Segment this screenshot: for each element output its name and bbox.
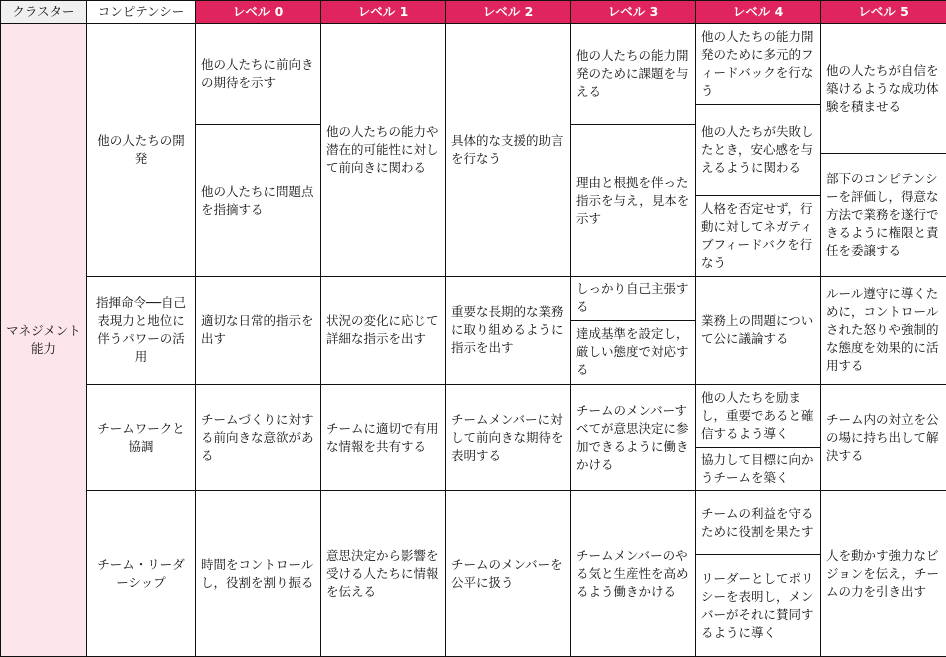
level-cell: 人格を否定せず，行動に対してネガティブフィードバクを行なう [696,195,821,276]
table-row [1,277,946,321]
level-cell: 他の人たちに前向きの期待を示す [196,24,321,125]
level-cell: 他の人たちが失敗したとき，安心感を与えるように関わる [696,104,821,195]
level-cell: 部下のコンピテンシーを評価し，得意な方法で業務を遂行できるように権限と責任を委譲する [821,154,946,277]
header-level-2: レベル 2 [446,1,571,24]
level-cell: ルール遵守に導くために，コントロールされた怒りや強制的な態度を効果的に活用する [821,277,946,385]
level-cell: チームのメンバーすべてが意思決定に参加できるように働きかける [571,384,696,491]
header-level-3: レベル 3 [571,1,696,24]
header-level-4: レベル 4 [696,1,821,24]
level-cell: チームの利益を守るために役割を果たす [696,491,821,555]
level-cell: チームづくりに対する前向きな意欲がある [196,384,321,491]
level-cell: 適切な日常的指示を出す [196,277,321,385]
level-cell: 人を動かす強力なビジョンを伝え，チームの力を引き出す [821,491,946,657]
table-row [1,491,946,555]
level-cell: 協力して目標に向かうチームを築く [696,447,821,491]
level-cell: チームのメンバーを公平に扱う [446,491,571,657]
competency-cell: 指揮命令──自己表現力と地位に伴うパワーの活用 [87,277,196,385]
level-cell: チームメンバーに対して前向きな期待を表明する [446,384,571,491]
header-cluster: クラスター [1,1,87,24]
header-competency: コンピテンシー [87,1,196,24]
level-cell: チームに適切で有用な情報を共有する [321,384,446,491]
level-cell: チーム内の対立を公の場に持ち出して解決する [821,384,946,491]
level-cell: しっかり自己主張する [571,277,696,321]
level-cell: 状況の変化に応じて詳細な指示を出す [321,277,446,385]
level-cell: 他の人たちの能力開発のために課題を与える [571,24,696,125]
table-row [1,384,946,447]
level-cell: 他の人たちが自信を築けるような成功体験を積ませる [821,24,946,154]
table-row [1,24,946,104]
level-cell: 具体的な支援的助言を行なう [446,24,571,277]
level-cell: 意思決定から影響を受ける人たちに情報を伝える [321,491,446,657]
level-cell: 他の人たちの能力や潜在的可能性に対して前向きに関わる [321,24,446,277]
header-level-0: レベル 0 [196,1,321,24]
level-cell: 他の人たちに問題点を指摘する [196,124,321,276]
competency-cell: チームワークと協調 [87,384,196,491]
level-cell: 理由と根拠を伴った指示を与え，見本を示す [571,124,696,276]
header-level-1: レベル 1 [321,1,446,24]
header-level-5: レベル 5 [821,1,946,24]
header-row [1,1,946,24]
cluster-cell: マネジメント能力 [1,24,87,657]
level-cell: 重要な長期的な業務に取り組めるように指示を出す [446,277,571,385]
level-cell: 時間をコントロールし，役割を割り振る [196,491,321,657]
competency-cell: 他の人たちの開発 [87,24,196,277]
level-cell: 達成基準を設定し，厳しい態度で対応する [571,320,696,384]
level-cell: チームメンバーのやる気と生産性を高めるよう働きかける [571,491,696,657]
competency-cell: チーム・リーダーシップ [87,491,196,657]
level-cell: 他の人たちの能力開発のために多元的フィードバックを行なう [696,24,821,104]
level-cell: リーダーとしてポリシーを表明し，メンバーがそれに賛同するように導く [696,555,821,657]
level-cell: 業務上の問題について公に議論する [696,277,821,385]
level-cell: 他の人たちを励まし，重要であると確信するよう導く [696,384,821,447]
